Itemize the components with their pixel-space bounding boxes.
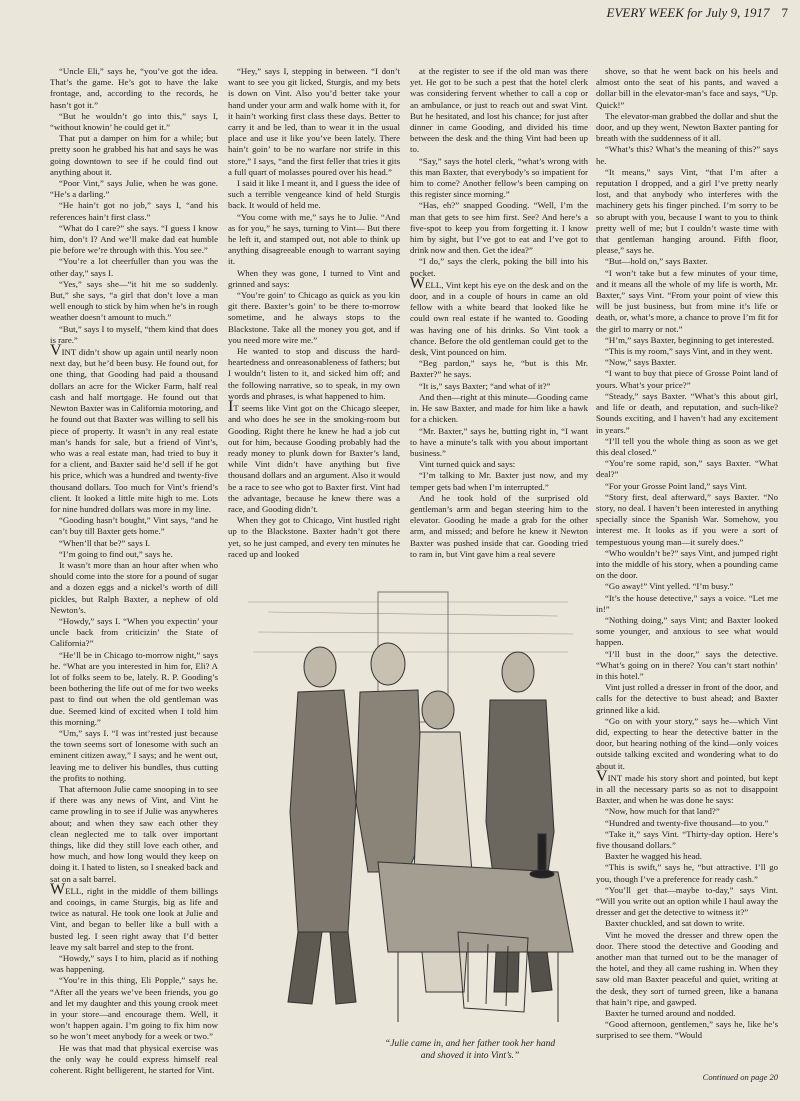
paragraph: “Story first, deal afterward,” says Baxter. “No story, no deal. I haven’t been interested in anything specially since the Spanish War. Somehow, you interest me. It looks as if you were a sort of tempestuous young man—it surely does.”	[596, 491, 778, 547]
paragraph: “Hundred and twenty-five thousand—to you.”	[605, 817, 769, 828]
paragraph: “You’re in this thing, Eli Popple,” says he. “After all the years we’ve been friends, you go and let my daughter and this young crook meet in your store—and encourage them. Well, it won’t happen again. I’m going to fix him now so he won’t meet anybody for a week or two.”	[50, 975, 218, 1042]
running-title: EVERY WEEK for July 9, 1917	[606, 5, 770, 20]
paragraph: When they was gone, I turned to Vint and grinned and says:	[228, 267, 400, 289]
paragraph: “I’m going to find out,” says he.	[59, 548, 173, 559]
paragraph: “Howdy,” says I to him, placid as if nothing was happening.	[50, 953, 218, 975]
paragraph: That put a damper on him for a while; but pretty soon he grabbed his hat and says he was going downtown to see if he could find out anything about it.	[50, 133, 218, 177]
paragraph: “You’ll get that—maybe to-day,” says Vint. “Will you write out an option while I haul away the dresser and get the detective to witness it?”	[596, 884, 778, 918]
paragraph: at the register to see if the old man was there yet. He got to be such a pest that the hotel clerk was considering fervent whether to call a cop or an ambulance, or just to reach out and swat Vint. But he hesitated, and lost his chance; for just after dinner in came Gooding, and divided his time between the desk and the thing Vint had been up to.	[410, 66, 588, 155]
paragraph: “Has, eh?” snapped Gooding. “Well, I’m the man that gets to see him first. See? And here’s a five-spot to keep you from forgetting it. I know him by sight, but I’ve got to eat and I’ve got to drink now and then. Get the idea?”	[410, 200, 588, 256]
paragraph: “Say,” says the hotel clerk, “what’s wrong with this man Baxter, that everybody’s so impatient for him to come? Another fellow’s been camping on this register since morning.”	[410, 155, 588, 200]
paragraph: IT seems like Vint got on the Chicago sleeper, and who does he see in the smoking-room but Gooding. Right there he knew he had a job cut out for him, because Gooding probably had the ready money to plunk down for Baxter’s land, while Vint didn’t have anything but five thousand dollars and an argument. Also it would be a race to see who got to Baxter first. Vint had the advantage, because he knew there was a race, and Gooding didn’t.	[228, 398, 400, 514]
paragraph: Vint turned quick and says:	[419, 459, 516, 470]
paragraph: “I want to buy that piece of Grosse Point land of yours. What’s your price?”	[596, 368, 778, 390]
paragraph: “For your Grosse Point land,” says Vint.	[605, 480, 748, 491]
paragraph: WELL, Vint kept his eye on the desk and on the door, and in a couple of hours in came an old fellow with a white beard that looked like he could own real estate if he wanted to. Gooding was having one of his drinks. So Vint took a chance. Before the old gentleman could get to the desk, Vint pounced on him.	[410, 274, 588, 358]
page-number: 7	[781, 5, 788, 20]
paragraph: “I’m talking to Mr. Baxter just now, and my temper gets bad when I’m interrupted.”	[410, 470, 588, 492]
paragraph: “Mr. Baxter,” says he, butting right in, “I want to have a minute’s talk with you about important business.”	[410, 425, 588, 458]
paragraph: “Hey,” says I, stepping in between. “I don’t want to see you git licked, Sturgis, and my bets is down on Vint. Also you’d better take your hand under your arm and walk home with it, for it hain’t working first class these days. Better to carry it and be led, than to wear it in the usual place and use it like you’ve been lately. There hain’t goin’ to be no warfare nor strife in this store,” I says, “and the first feller that tries it gits a full quart of molasses poured over his head.”	[228, 66, 400, 177]
paragraph: “But he wouldn’t go into this,” says I, “without knowin’ he could get it.”	[50, 110, 218, 133]
paragraph: WELL, right in the middle of them billings and cooings, in came Sturgis, big as life and twice as natural. He took one look at Julie and Vint, and began to beller like a bull with a busted leg. I seen right away that I’d better leave my salt barrel and step to the front.	[50, 880, 218, 952]
paragraph: “I’ll tell you the whole thing as soon as we get this deal closed.”	[596, 435, 778, 457]
paragraph: “You’re goin’ to Chicago as quick as you kin git there. Baxter’s goin’ to be there to-morrow sometime, and he always stops to the Blackstone. Take all the money you got, and if you need more wire me.”	[228, 290, 400, 345]
paragraph: shove, so that he went back on his heels and almost onto the seat of his pants, and waved a dollar bill in the elevator-man’s face and says, “Up. Quick!”	[596, 66, 778, 110]
paragraph: Vint just rolled a dresser in front of the door, and calls for the detective to bust ahead; and Baxter grinned like a kid.	[596, 682, 778, 715]
paragraph: “It’s the house detective,” says a voice. “Let me in!”	[596, 592, 778, 614]
paragraph: “Um,” says I. “I was int’rested just because the town seems sort of lonesome with such an eminent citizen away,” I says; and he went out, leaving me to deliver his bundles, thus cutting the profits to nothing.	[50, 727, 218, 783]
paragraph: Baxter he turned around and nodded.	[605, 1008, 736, 1019]
paragraph: “Go on with your story,” says he—which Vint did, expecting to hear the detective batter in the door, but hearing nothing of the kind—only voices outside talking excited and wondering what to do about it.	[596, 715, 778, 771]
paragraph: That afternoon Julie came snooping in to see if there was any news of Vint, and Vint he came prowling in to see if Julie was anywheres about; and when they saw each other they clean neglected me to talk over important things, like did they still love each other, and how much, and how long would they keep on doing it. I hated to listen, so I sneaked back and sat on a salt barrel.	[50, 784, 218, 884]
paragraph: “It means,” says Vint, “that I’m after a reputation I dropped, and a girl I’ve pretty nearly lost, and that anybody who interferes with the machinery gets his finger pinched. I’m sorry to be so abrupt with you, because I want to you to think pretty well of me; but I couldn’t waste time with that gentleman hanging around. Fifth floor, please,” says he.	[596, 166, 778, 256]
paragraph: He wanted to stop and discuss the hard-heartedness and onreasonableness of fathers; but I wouldn’t listen to it, and sicked him off; and the following narrative, so to speak, in my own words and phrases, is what happened to him.	[228, 346, 400, 401]
paragraph: “I’ll bust in the door,” says the detective. “What’s going on in there? You can’t start nothin’ in this hotel.”	[596, 648, 778, 681]
paragraph: “When’ll that be?” says I.	[59, 537, 151, 548]
illustration-caption: “Julie came in, and her father took her hand and shoved it into Vint’s.”	[384, 1039, 556, 1061]
paragraph: And then—right at this minute—Gooding came in. He saw Baxter, and made for him like a hawk for a chicken.	[410, 391, 588, 425]
text-column-2	[228, 66, 400, 560]
paragraph: VINT didn’t show up again until nearly noon next day, but he’d been busy. He found out, for one thing, that Gooding had paid a thousand dollars an acre for the Wicker Farm, half real cash and half mortgage. He found out that Newton Baxter was in California motoring, and he found out that Baxter was willing to sell his piece of property. It wasn’t in any real estate man’s hands for sale, but a friend of Vint’s, who was a real estate man, had tried to buy it for a client, and Baxter said he’d sell if he got his price, which was a hundred and twenty-five thousand dollars. Too much for Vint’s friend’s client. It looked a little mite high to me. Lots for nine hundred dollars was more in my line.	[50, 342, 218, 514]
paragraph: “You’re some rapid, son,” says Baxter. “What deal?”	[596, 458, 778, 480]
paragraph: And he took hold of the surprised old gentleman’s arm and began steering him to the elevator. Gooding he made a grab for the other arm, and missed; and before he knew it Newton Baxter was pushed inside that car. Gooding tried to ram in, but Vint gave him a real severe	[410, 492, 588, 559]
paragraph: “You come with me,” says he to Julie. “And as for you,” he says, turning to Vint— But there he left it, and stamped out, not able to think up anything disagreeable enough to warrant saying it.	[228, 211, 400, 267]
paragraph: “Take it,” says Vint. “Thirty-day option. Here’s five thousand dollars.”	[596, 828, 778, 851]
paragraph: “He’ll be in Chicago to-morrow night,” says he. “What are you interested in him for, Eli? A lot of folks seem to be, lately. R. P. Gooding’s been bothering the life out of me for two weeks past to find out when the old gentleman was due. Seemed kind of excited when I told him this morning.”	[50, 649, 218, 727]
paragraph: Baxter chuckled, and sat down to write.	[605, 918, 745, 929]
paragraph: “Beg pardon,” says he, “but is this Mr. Baxter?” he says.	[410, 358, 588, 380]
paragraph: He was that mad that physical exercise was the only way he could express himself real coherent. Right belligerent, he started for Vint.	[50, 1042, 218, 1076]
paragraph: “Uncle Eli,” says he, “you’ve got the idea. That’s the game. He’s got to have the lake frontage, and, according to the records, he hasn’t got it.”	[50, 66, 218, 110]
text-column-1	[50, 66, 218, 1091]
paragraph: “Who wouldn’t be?” says Vint, and jumped right into the middle of his story, when a pounding came on the door.	[596, 547, 778, 581]
paragraph: “I do,” says the clerk, poking the bill into his pocket.	[410, 256, 588, 278]
paragraph: “Go away!” Vint yelled. “I’m busy.”	[605, 581, 734, 592]
paragraph: “Poor Vint,” says Julie, when he was gone. “He’s a darling.”	[50, 178, 218, 200]
paragraph: “It is,” says Baxter; “and what of it?”	[419, 380, 551, 391]
text-column-4	[596, 66, 778, 1091]
paragraph: “I won’t take but a few minutes of your time, and it means all the whole of my life is worth, Mr. Baxter,” says Vint. “From your point of view this will be just business, but from mine it’s life or death, or, what’s more, a chance to prove I’m fit for the girl to marry or not.”	[596, 267, 778, 334]
continued-note: Continued on page 20	[702, 1072, 778, 1082]
paragraph: When they got to Chicago, Vint hustled right up to the Blackstone. Baxter hadn’t got there yet, so he just camped, and every ten minutes he raced up and looked	[228, 515, 400, 559]
paragraph: “Steady,” says Baxter. “What’s this about girl, and life or death, and reputation, and such-like? Sounds exciting, and I haven’t had any excitement in years.”	[596, 390, 778, 435]
paragraph: “You’re a lot cheerfuller than you was the other day,” says I.	[50, 256, 218, 278]
paragraph: “H’m,” says Baxter, beginning to get interested.	[605, 334, 774, 345]
paragraph: “Howdy,” says I. “When you expectin’ your uncle back from criticizin’ the State of California?”	[50, 615, 218, 649]
text-column-3	[410, 66, 588, 560]
page-header	[607, 5, 788, 25]
paragraph: “This is my room,” says Vint, and in they went.	[605, 346, 773, 357]
paragraph: “Gooding hasn’t bought,” Vint says, “and he can’t buy till Baxter gets home.”	[50, 515, 218, 537]
paragraph: “What’s this? What’s the meaning of this?” says he.	[596, 144, 778, 166]
paragraph: “Now,” says Baxter.	[605, 357, 677, 368]
paragraph: “Yes,” says she—“it hit me so suddenly. But,” she says, “a girl that don’t love a man well enough to stick by him when he’s in rough weather doesn’t amount to much.”	[50, 278, 218, 323]
paragraph: It wasn’t more than an hour after when who should come into the store for a pound of sugar and a dozen eggs and a nickel’s worth of dill pickles, but Ralph Baxter, a nephew of old Newton’s.	[50, 559, 218, 615]
paragraph: Baxter he wagged his head.	[605, 851, 702, 862]
paragraph: “But,” says I to myself, “them kind that does is rare.”	[50, 323, 218, 345]
paragraph: “But—hold on,” says Baxter.	[605, 256, 708, 267]
paragraph: “What do I care?” she says. “I guess I know him, don’t I? And we’ll make dad eat humble pie before we’re through with this. You see.”	[50, 222, 218, 256]
paragraph: “Good afternoon, gentlemen,” says he, like he’s surprised to see them. “Would	[596, 1019, 778, 1041]
story-illustration	[228, 572, 588, 1032]
paragraph: I said it like I meant it, and I guess the idee of such a terrible vengeance kind of held Sturgis back. It would of held me.	[228, 178, 400, 211]
paragraph: Vint he moved the dresser and threw open the door. There stood the detective and Gooding and another man that turned out to be the manager of the hotel, and they all came rushing in. When they saw old man Baxter peaceful and quiet, writing at the desk, they sort of turned green, like a banana that hain’t ripe, and gawped.	[596, 929, 778, 1007]
paragraph: VINT made his story short and pointed, but kept in all the necessary parts so as not to disappoint Baxter, and when he was done he says:	[596, 767, 778, 806]
paragraph: “He hain’t got no job,” says I, “and his references hain’t first class.”	[50, 200, 218, 222]
paragraph: “This is swift,” says he, “but attractive. I’ll go you, though I’ve a preference for ready cash.”	[596, 862, 778, 884]
paragraph: The elevator-man grabbed the dollar and shut the door, and up they went, Newton Baxter panting for breath with the suddenness of it all.	[596, 110, 778, 144]
paragraph: “Now, how much for that land?”	[605, 806, 720, 817]
paragraph: “Nothing doing,” says Vint; and Baxter looked some younger, and anxious to see what would happen.	[596, 614, 778, 648]
